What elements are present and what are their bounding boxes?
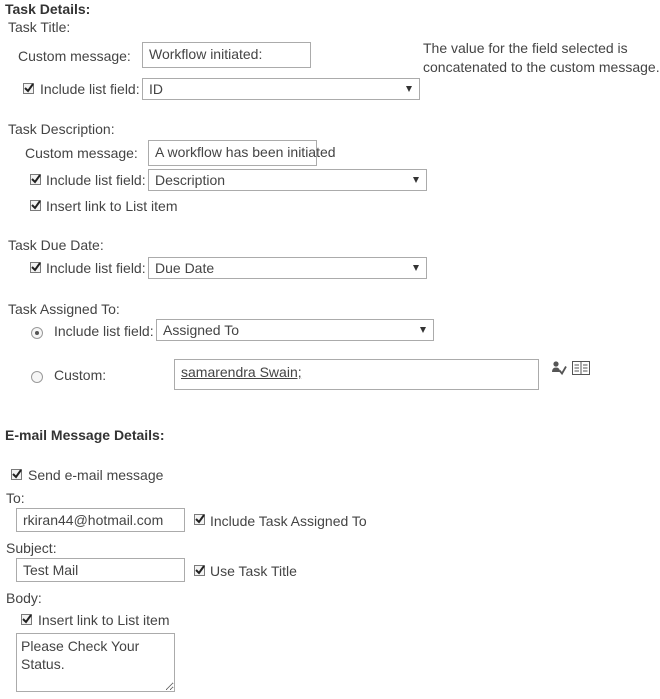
subject-input[interactable]: Test Mail: [16, 558, 185, 582]
due-date-include-value: Due Date: [155, 260, 215, 276]
title-custom-message-input[interactable]: Workflow initiated:: [142, 42, 311, 68]
subject-label: Subject:: [6, 540, 57, 556]
body-textarea[interactable]: [16, 633, 175, 692]
description-include-select[interactable]: [148, 169, 427, 191]
include-assigned-checkbox[interactable]: [194, 514, 205, 525]
due-date-include-select[interactable]: [148, 257, 427, 279]
due-date-include-label: Include list field:: [46, 260, 146, 276]
dropdown-arrow-icon: [413, 265, 419, 271]
body-link-checkbox[interactable]: [21, 614, 32, 625]
description-include-value: Description: [155, 172, 226, 188]
description-include-checkbox[interactable]: [30, 174, 41, 185]
description-include-label: Include list field:: [46, 172, 146, 188]
task-description-label: Task Description:: [8, 121, 115, 137]
assigned-custom-label: Custom:: [54, 367, 107, 383]
assigned-include-label: Include list field:: [54, 323, 154, 339]
description-link-label: Insert link to List item: [46, 198, 178, 214]
assigned-person[interactable]: samarendra Swain;: [181, 364, 302, 380]
title-include-checkbox[interactable]: [23, 83, 34, 94]
checkmark-icon: [30, 199, 42, 211]
checkmark-icon: [30, 173, 42, 185]
check-names-icon[interactable]: [551, 360, 567, 376]
description-custom-message-label: Custom message:: [25, 145, 138, 161]
title-custom-message-label: Custom message:: [18, 48, 131, 64]
task-due-date-label: Task Due Date:: [8, 237, 104, 253]
email-details-heading: E-mail Message Details:: [5, 427, 165, 443]
checkmark-icon: [194, 564, 206, 576]
title-help-text: The value for the field selected is concatenated to the custom message.: [423, 40, 660, 75]
assigned-include-value: Assigned To: [163, 322, 240, 338]
dropdown-arrow-icon: [413, 177, 419, 183]
assigned-custom-radio[interactable]: [31, 371, 43, 383]
task-assigned-to-label: Task Assigned To:: [8, 301, 120, 317]
checkmark-icon: [30, 261, 42, 273]
title-include-value: ID: [149, 81, 163, 97]
to-label: To:: [6, 490, 25, 506]
body-link-label: Insert link to List item: [38, 612, 170, 628]
assigned-include-radio[interactable]: [31, 327, 43, 339]
use-task-title-checkbox[interactable]: [194, 565, 205, 576]
send-email-checkbox[interactable]: [11, 469, 22, 480]
title-include-select[interactable]: [142, 78, 420, 100]
to-input[interactable]: rkiran44@hotmail.com: [16, 508, 185, 532]
task-details-heading: Task Details:: [5, 1, 91, 17]
send-email-label: Send e-mail message: [28, 467, 164, 483]
description-custom-message-input[interactable]: A workflow has been initiated: [148, 140, 317, 166]
browse-address-book-icon[interactable]: [572, 360, 590, 376]
checkmark-icon: [11, 468, 23, 480]
checkmark-icon: [23, 82, 35, 94]
use-task-title-label: Use Task Title: [210, 563, 297, 579]
checkmark-icon: [194, 513, 206, 525]
assigned-custom-people-picker[interactable]: [174, 359, 539, 390]
body-label: Body:: [6, 590, 42, 606]
dropdown-arrow-icon: [406, 86, 412, 92]
checkmark-icon: [21, 613, 33, 625]
include-assigned-label: Include Task Assigned To: [210, 513, 367, 529]
dropdown-arrow-icon: [420, 327, 426, 333]
assigned-include-select[interactable]: [156, 319, 434, 341]
due-date-include-checkbox[interactable]: [30, 262, 41, 273]
description-link-checkbox[interactable]: [30, 200, 41, 211]
title-include-label: Include list field:: [40, 81, 140, 97]
task-title-label: Task Title:: [8, 19, 71, 35]
